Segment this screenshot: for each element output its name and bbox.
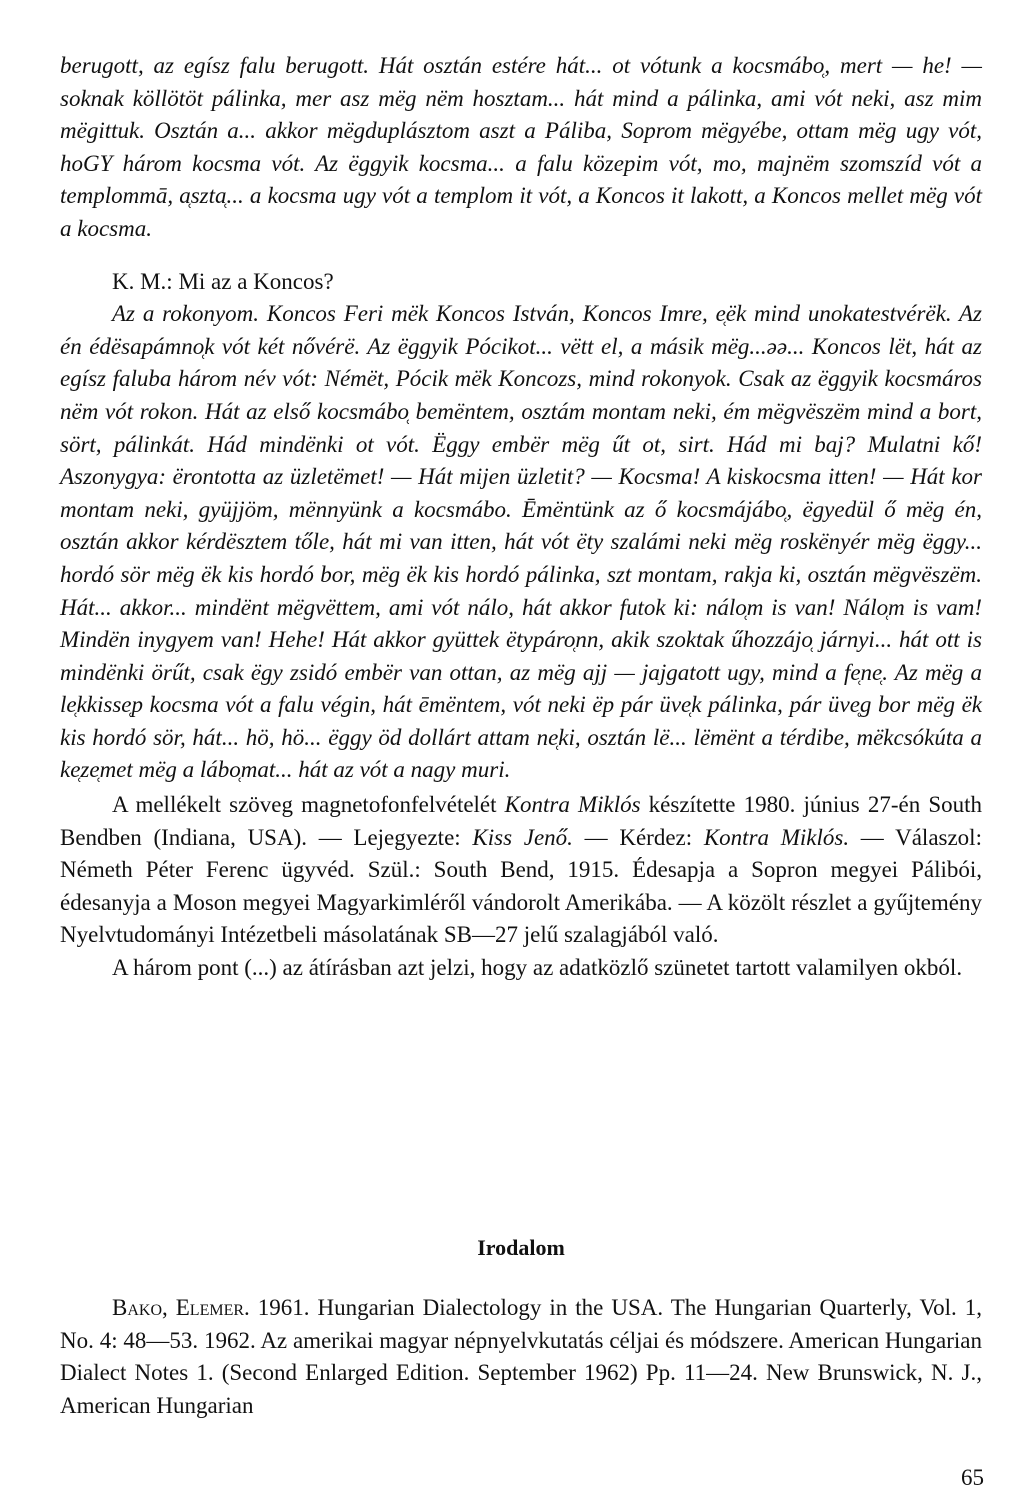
- transcriber-name: Kiss Jenő.: [472, 824, 573, 850]
- reference-list: [60, 1292, 982, 1422]
- ellipsis-note-paragraph: A három pont (...) az átírásban azt jelzi, hogy az adatközlő szünetet tartott valamilyen okból.: [112, 955, 963, 981]
- reference-text: 1961. Hungarian Dialectology in the USA. The Hungarian Quarterly, Vol. 1, No. 4: 48—53. 1962. Az amerikai magyar népnyelvkutatás céljai és módszere. American Hungarian Dialect Notes 1. (Second Enlarged Edition. September 1962) Pp. 11—24. New Brunswick, N. J., American Hungarian: [60, 1295, 983, 1418]
- reference-entry: [60, 1292, 982, 1422]
- recording-note-text-2: készítette 1980. június 27-én South Bendben (Indiana, USA). — Lejegyezte:: [60, 792, 983, 850]
- recorder-name: Kontra Miklós: [504, 792, 641, 818]
- transcript-answer-paragraph: Az a rokonyom. Koncos Feri mëk Koncos István, Koncos Imre, e̜ëk mind unokatestvérëk. Az én édësapámno̜k vót két nővérë. Az ëggyik Pócikot... vëtt el, a másik mëg...əə... Koncos lët, hát az egísz faluba három név vót: Némët, Pócik mëk Koncozs, mind rokonyok. Csak az ëggyik kocsmáros nëm vót rokon. Hát az első kocsmábo̜ bemëntem, osztám montam neki, ém mëgvëszëm mind a bort, sört, pálinkát. Hád mindënki ot vót. Ëggy embër mëg űt ot, sirt. Hád mi baj? Mulatni kő! Aszonygya: ërontotta az üzletëmet! — Hát mijen üzletit? — Kocsma! A kiskocsma itten! — Hát kor montam neki, gyüjjöm, mënnyünk a kocsmábo. Ēmëntünk az ő kocsmájábo̜, ëgyedül ő mëg én, osztán akkor kérdësztem tőle, hát mi van itten, hát vót ëty szalámi neki mëg roskënyér mëg ëggy... hordó sör mëg ëk kis hordó bor, mëg ëk kis hordó pálinka, szt montam, rakja ki, osztán mëgvëszëm. Hát... akkor... mindënt mëgvëttem, ami vót nálo, hát akkor futok ki: nálo̜m is van! Nálo̜m is vam! Mindën inygyem van! Hehe! Hát akkor gyüttek ëtypáro̜nn, akik szoktak űhozzájo̜ járnyi... hát ott is mindënki örűt, csak ëgy zsidó embër van ottan, az mëg ajj — jajgatott ugy, mind a fe̜ne̜. Az mëg a le̜kkisse̜p kocsma vót a falu végin, hát ēmëntem, vót neki ëp pár üve̜k pálinka, pár üve̜g bor mëg ëk kis hordó sör, hát... hö, hö... ëggy öd dollárt attam ne̜ki, osztán lë... lëmënt a térdibe, mëkcsókúta a ke̜ze̜met mëg a lábo̜mat... hát az vót a nagy muri.: [60, 301, 982, 783]
- page-number: 65: [961, 1465, 984, 1490]
- recording-note-paragraph: [60, 789, 982, 952]
- interviewer-label: K. M.:: [112, 268, 173, 294]
- recording-note-text-4: — Válaszol: Németh Péter Ferenc ügyvéd. Szül.: South Bend, 1915. Édesapja a Sopron megyei Pálibói, édesanyja a Moson megyei Magyarkimléről vándorolt Amerikába. — A közölt részlet a gyűjtemény Nyelvtudományi Intézetbeli másolatának SB—27 jelű szalagjából való.: [60, 824, 982, 948]
- reference-author: Bako, Elemer.: [112, 1295, 250, 1320]
- page-body: [60, 50, 983, 1418]
- literature-heading: Irodalom: [477, 1235, 565, 1260]
- recording-note-text-1: A mellékelt szöveg magnetofonfelvételét: [112, 792, 505, 818]
- paragraph-gap: [60, 246, 982, 266]
- interviewer-name: Kontra Miklós.: [703, 824, 850, 850]
- transcript-intro-paragraph: berugott, az egísz falu berugott. Hát osztán estére hát... ot vótunk a kocsmábo̜, mert — he! — soknak köllötöt pálinka, mer asz mëg nëm hosztam... hát mind a pálinka, ami vót neki, asz mim mëgittuk. Osztán a... akkor mëgduplásztom aszt a Páliba, Soprom mëgyébe, ottam mëg ugy vót, hoGY három kocsma vót. Az ëggyik kocsma... a falu közepim vót, mo, majnëm szomszíd vót a templommā, a̜szta̜... a kocsma ugy vót a templom it vót, a Koncos it lakott, a Koncos mellet mëg vót a kocsma.: [60, 53, 982, 241]
- interviewer-question: [60, 266, 982, 299]
- question-text: Mi az a Koncos?: [178, 268, 334, 294]
- recording-note-text-3: — Kérdez:: [572, 824, 704, 850]
